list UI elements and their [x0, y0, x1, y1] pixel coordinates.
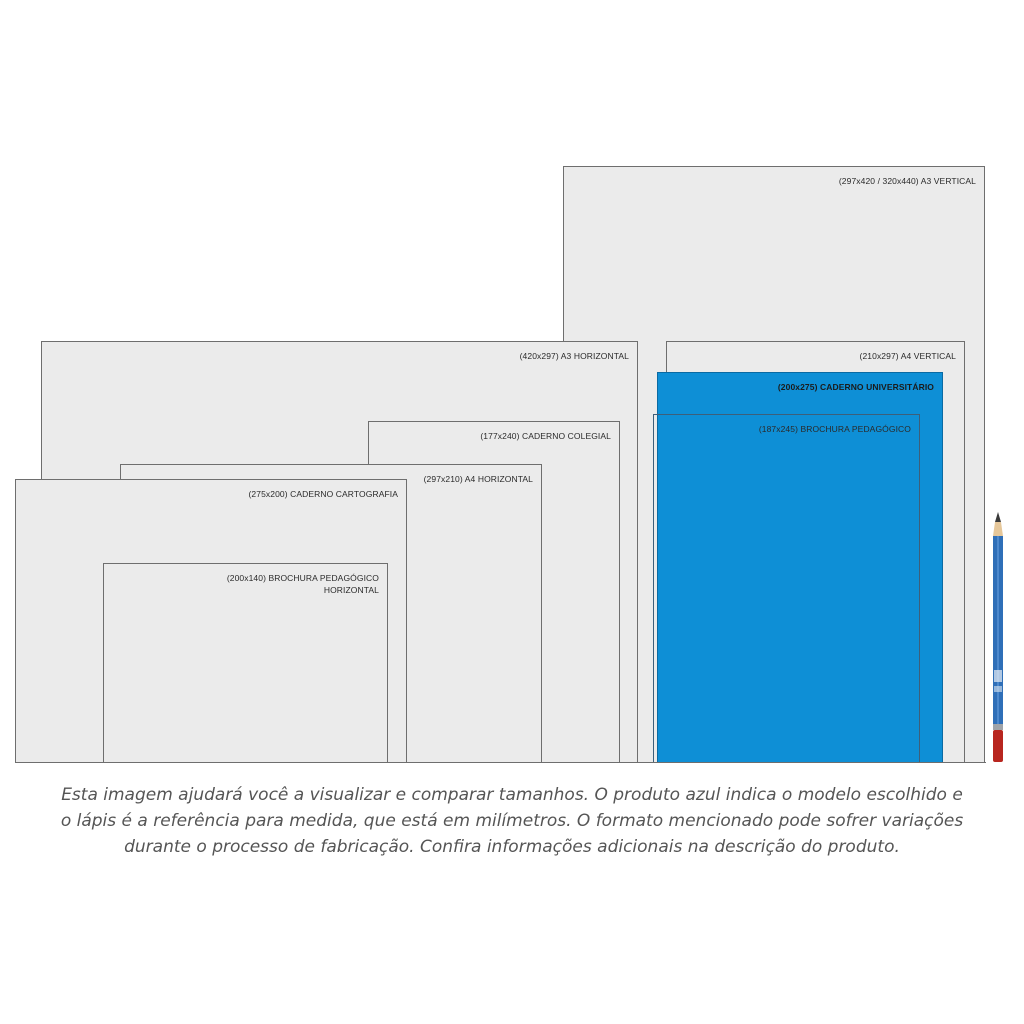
sheet-brochura-pedagogico: [653, 414, 920, 763]
sheet-brochura-horizontal: [103, 563, 388, 763]
sheet-caderno-universitario-label: (200x275) CADERNO UNIVERSITÁRIO: [777, 382, 934, 392]
sheet-brochura-horizontal-label-line1: (200x140) BROCHURA PEDAGÓGICO: [226, 573, 379, 583]
sheet-brochura-horizontal-label-line2: HORIZONTAL: [323, 585, 379, 595]
sheet-a4-horizontal-label: (297x210) A4 HORIZONTAL: [423, 474, 533, 484]
caption-line-2: o lápis é a referência para medida, que está em milímetros. O formato mencionado pode sofrer variações: [60, 811, 964, 831]
baseline: [15, 762, 986, 763]
sheet-a4-vertical-label: (210x297) A4 VERTICAL: [859, 351, 956, 361]
pencil-icon: [988, 510, 1008, 766]
sheet-brochura-pedagogico-label: (187x245) BROCHURA PEDAGÓGICO: [758, 424, 911, 434]
sheet-caderno-colegial-label: (177x240) CADERNO COLEGIAL: [480, 431, 611, 441]
caption-line-1: Esta imagem ajudará você a visualizar e comparar tamanhos. O produto azul indica o modelo escolhido e: [61, 785, 963, 805]
caption: [40, 782, 984, 860]
sheet-a3-vertical-label: (297x420 / 320x440) A3 VERTICAL: [838, 176, 976, 186]
sheet-caderno-cartografia-label: (275x200) CADERNO CARTOGRAFIA: [248, 489, 398, 499]
caption-line-3: durante o processo de fabricação. Confira informações adicionais na descrição do produto.: [124, 837, 900, 857]
sheet-brochura-horizontal-label: [227, 572, 379, 596]
sheet-a3-horizontal-label: (420x297) A3 HORIZONTAL: [519, 351, 629, 361]
